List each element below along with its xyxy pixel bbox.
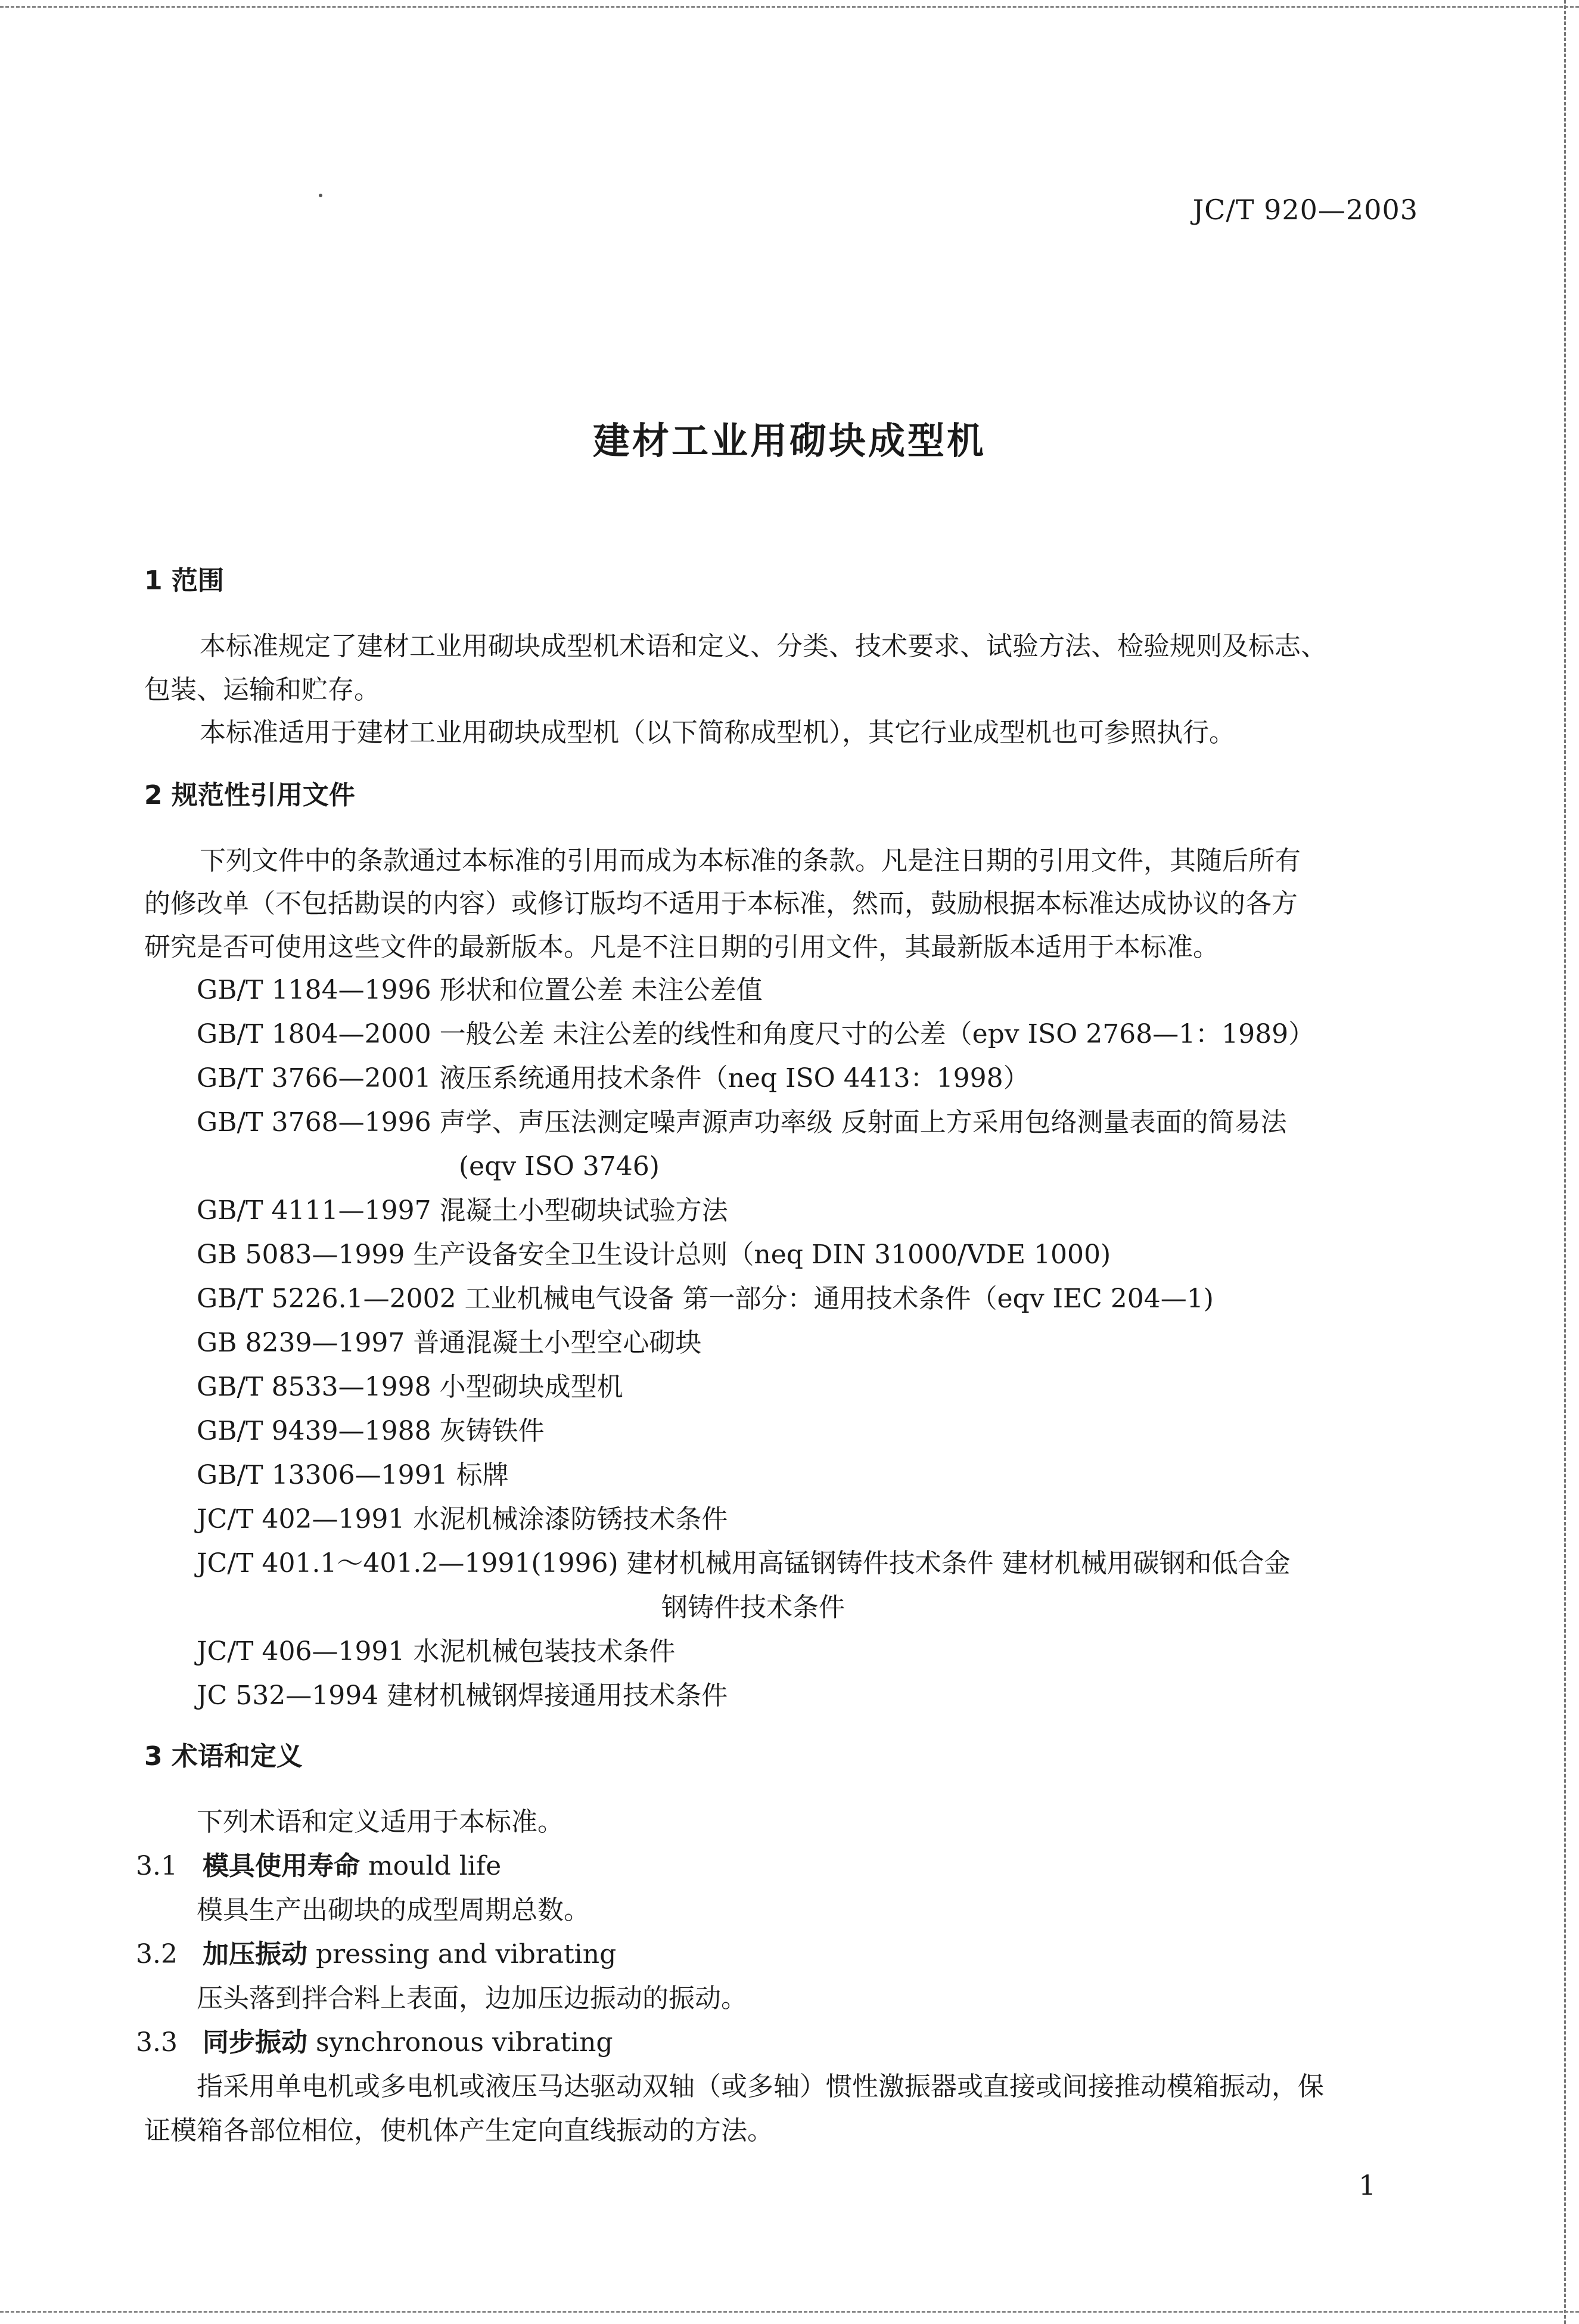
scan-speck	[319, 194, 322, 197]
page-number: 1	[1359, 2169, 1376, 2201]
section-3-heading: 3 术语和定义	[144, 1741, 303, 1772]
standard-code: JC/T 920—2003	[1192, 194, 1418, 226]
scan-border-right	[1564, 0, 1566, 2324]
term-3-3	[136, 2025, 613, 2061]
reference-item: GB/T 13306—1991 标牌	[197, 1460, 509, 1490]
section-2-intro-line-1: 下列文件中的条款通过本标准的引用而成为本标准的条款。凡是注日期的引用文件，其随后所有	[200, 846, 1301, 876]
term-chinese: 加压振动	[202, 1939, 307, 1969]
reference-item: GB/T 3766—2001 液压系统通用技术条件（neq ISO 4413：1998）	[197, 1063, 1030, 1093]
section-1-para-1-line-2: 包装、运输和贮存。	[144, 675, 380, 705]
reference-item: GB/T 8533—1998 小型砌块成型机	[197, 1372, 623, 1402]
reference-item: GB/T 9439—1988 灰铸铁件	[197, 1416, 545, 1446]
term-number: 3.3	[136, 2027, 178, 2058]
section-2-heading: 2 规范性引用文件	[144, 780, 355, 810]
term-3-2	[136, 1937, 616, 1972]
term-english: mould life	[368, 1851, 502, 1881]
section-3-intro: 下列术语和定义适用于本标准。	[197, 1807, 564, 1837]
reference-item: GB/T 5226.1—2002 工业机械电气设备 第一部分：通用技术条件（eqv IEC 204—1)	[197, 1284, 1214, 1314]
scan-border-bottom	[0, 2311, 1579, 2313]
term-chinese: 模具使用寿命	[202, 1851, 360, 1881]
term-number: 3.2	[136, 1939, 178, 1969]
document-title: 建材工业用砌块成型机	[592, 419, 986, 462]
term-3-3-definition-line-1: 指采用单电机或多电机或液压马达驱动双轴（或多轴）惯性激振器或直接或间接推动模箱振动，保	[197, 2071, 1324, 2102]
term-chinese: 同步振动	[202, 2027, 307, 2058]
reference-item: JC 532—1994 建材机械钢焊接通用技术条件	[197, 1680, 728, 1711]
section-2-intro-line-3: 研究是否可使用这些文件的最新版本。凡是不注日期的引用文件，其最新版本适用于本标准。	[144, 932, 1219, 962]
term-3-1	[136, 1848, 501, 1884]
scan-border-top	[0, 6, 1579, 8]
term-number: 3.1	[136, 1851, 178, 1881]
reference-item: GB/T 1184—1996 形状和位置公差 未注公差值	[197, 975, 763, 1005]
reference-item-continuation: 钢铸件技术条件	[661, 1592, 845, 1623]
term-english: synchronous vibrating	[315, 2027, 613, 2058]
section-2-intro-line-2: 的修改单（不包括勘误的内容）或修订版均不适用于本标准，然而，鼓励根据本标准达成协议的各方	[144, 888, 1298, 919]
term-3-3-definition-line-2: 证模箱各部位相位，使机体产生定向直线振动的方法。	[144, 2115, 773, 2146]
reference-item: GB/T 3768—1996 声学、声压法测定噪声源声功率级 反射面上方采用包络测量表面的简易法	[197, 1107, 1287, 1138]
reference-item: GB 5083—1999 生产设备安全卫生设计总则（neq DIN 31000/VDE 1000)	[197, 1239, 1111, 1270]
reference-item: JC/T 401.1～401.2—1991(1996) 建材机械用高锰钢铸件技术条件 建材机械用碳钢和低合金	[197, 1548, 1291, 1579]
section-1-para-1-line-1: 本标准规定了建材工业用砌块成型机术语和定义、分类、技术要求、试验方法、检验规则及标志、	[200, 631, 1327, 661]
term-english: pressing and vibrating	[315, 1939, 617, 1969]
reference-item: GB 8239—1997 普通混凝土小型空心砌块	[197, 1328, 702, 1358]
term-3-2-definition: 压头落到拌合料上表面，边加压边振动的振动。	[197, 1983, 747, 2014]
reference-item-continuation: (eqv ISO 3746)	[459, 1151, 660, 1182]
reference-item: GB/T 4111—1997 混凝土小型砌块试验方法	[197, 1195, 728, 1226]
section-1-para-2: 本标准适用于建材工业用砌块成型机（以下简称成型机），其它行业成型机也可参照执行。	[200, 717, 1235, 748]
term-3-1-definition: 模具生产出砌块的成型周期总数。	[197, 1895, 590, 1925]
section-1-heading: 1 范围	[144, 566, 224, 596]
reference-item: GB/T 1804—2000 一般公差 未注公差的线性和角度尺寸的公差（epv ISO 2768—1：1989）	[197, 1019, 1315, 1049]
reference-item: JC/T 406—1991 水泥机械包装技术条件	[197, 1636, 676, 1667]
reference-item: JC/T 402—1991 水泥机械涂漆防锈技术条件	[197, 1504, 728, 1534]
